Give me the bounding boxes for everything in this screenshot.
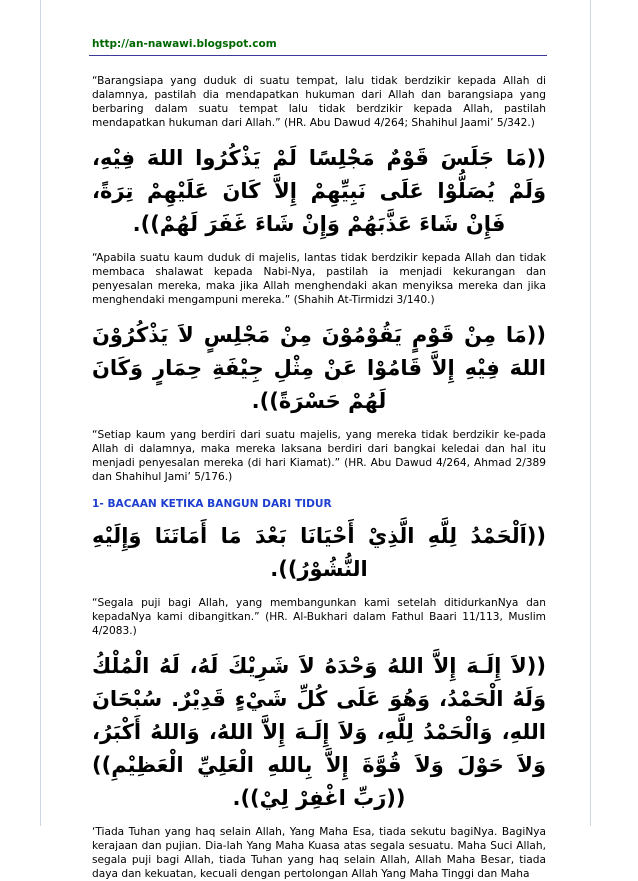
section-heading: 1- BACAAN KETIKA BANGUN DARI TIDUR	[92, 498, 332, 510]
arabic-text-3: ((اَلْحَمْدُ لِلَّهِ الَّذِيْ أَحْيَانَا بَعْدَ مَا أَمَاتَنَا وَإِلَيْهِ النُّشُوْرُ)).	[92, 524, 546, 581]
header-url[interactable]: http://an-nawawi.blogspot.com	[92, 38, 277, 50]
header-rule	[89, 55, 547, 56]
translation-paragraph-1: “Barangsiapa yang duduk di suatu tempat, lalu tidak berdzikir kepada Allah di dalamnya, pastilah dia mendapatkan hukuman dari Allah dan barangsiapa yang berbaring dalam suatu tempat lalu tidak berdzikir kepada Allah, pastilah mendapatkan hukuman dari Allah.” (HR. Abu Dawud 4/264; Shahihul Jaami’ 5/342.)	[92, 75, 546, 129]
translation-paragraph-4: “Segala puji bagi Allah, yang membangunkan kami setelah ditidurkanNya dan kepadaNya kami dibangitkan.” (HR. Al-Bukhari dalam Fathul Baari 11/113, Muslim 4/2083.)	[92, 597, 546, 637]
translation-paragraph-3: “Setiap kaum yang berdiri dari suatu majelis, yang mereka tidak berdzikir ke-pada Allah di dalamnya, maka mereka laksana berdiri dari bangkai keledai dan hal itu menjadi penyesalan mereka (di hari Kiamat).” (HR. Abu Dawud 4/264, Ahmad 2/389 dan Shahihul Jami’ 5/176.)	[92, 429, 546, 483]
arabic-text-4: ((لاَ إِلَـهَ إِلاَّ اللهُ وَحْدَهُ لاَ شَرِيْكَ لَهُ، لَهُ الْمُلْكُ وَلَهُ الْحَمْدُ، وَهُوَ عَلَى كُلِّ شَيْءٍ قَدِيْرٌ. سُبْحَانَ اللهِ، وَالْحَمْدُ لِلَّهِ، وَلاَ إِلَـهَ إِلاَّ اللهُ، وَاللهُ أَكْبَرُ، وَلاَ حَوْلَ وَلاَ قُوَّةَ إِلاَّ بِاللهِ الْعَلِيِّ الْعَظِيْمِ)) ((رَبِّ اغْفِرْ لِيْ)).	[92, 654, 546, 810]
left-margin-line	[40, 0, 41, 826]
translation-paragraph-2: “Apabila suatu kaum duduk di majelis, lantas tidak berdzikir kepada Allah dan tidak membaca shalawat kepada Nabi-Nya, pastilah ia menjadi kekurangan dan penyesalan mereka, maka jika Allah menghendaki akan menyiksa mereka dan jika menghendaki mengampuni mereka.” (Shahih At-Tirmidzi 3/140.)	[92, 252, 546, 306]
document-body	[92, 74, 546, 881]
arabic-text-2: ((مَا مِنْ قَوْمٍ يَقُوْمُوْنَ مِنْ مَجْلِسٍ لاَ يَذْكُرُوْنَ اللهَ فِيْهِ إِلاَّ قَامُوْا عَنْ مِثْلِ جِيْفَةِ حِمَارٍ وَكَانَ لَهُمْ حَسْرَةً)).	[92, 323, 546, 413]
arabic-text-1: ((مَا جَلَسَ قَوْمٌ مَجْلِسًا لَمْ يَذْكُرُوا اللهَ فِيْهِ، وَلَمْ يُصَلُّوْا عَلَى نَبِيِّهِمْ إِلاَّ كَانَ عَلَيْهِمْ تِرَةً، فَإِنْ شَاءَ عَذَّبَهُمْ وَإِنْ شَاءَ غَفَرَ لَهُمْ)).	[92, 146, 546, 236]
right-margin-line	[590, 0, 591, 826]
translation-paragraph-5: ‘Tiada Tuhan yang haq selain Allah, Yang Maha Esa, tiada sekutu bagiNya. BagiNya kerajaan dan pujian. Dia-lah Yang Maha Kuasa atas segala sesuatu. Maha Suci Allah, segala puji bagi Allah, tiada Tuhan yang haq selain Allah, Allah Maha Besar, tiada daya dan kekuatan, kecuali dengan pertolongan Allah Yang Maha Tinggi dan Maha	[92, 826, 546, 880]
